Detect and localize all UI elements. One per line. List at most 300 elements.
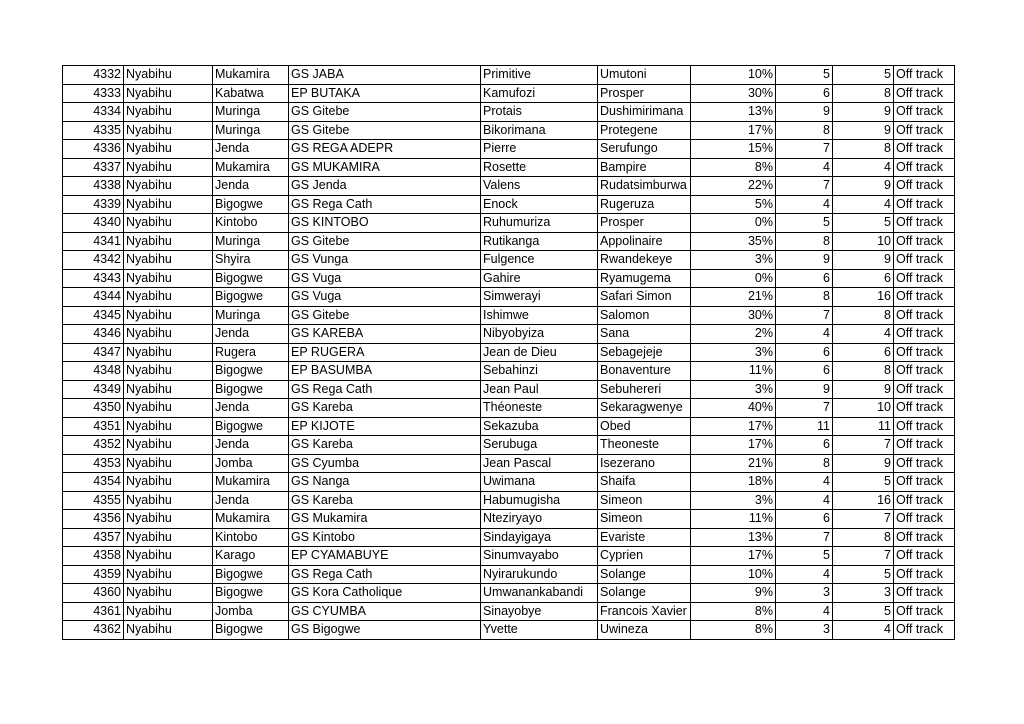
cell-district: Nyabihu bbox=[124, 269, 213, 288]
cell-last-name: Isezerano bbox=[598, 454, 691, 473]
cell-id: 4340 bbox=[63, 214, 124, 233]
cell-sector: Muringa bbox=[213, 121, 289, 140]
cell-percent: 3% bbox=[691, 343, 776, 362]
cell-status: Off track bbox=[894, 436, 955, 455]
table-row bbox=[63, 510, 955, 529]
table-row bbox=[63, 454, 955, 473]
cell-count-b: 10 bbox=[833, 232, 894, 251]
cell-sector: Jenda bbox=[213, 177, 289, 196]
table-row bbox=[63, 66, 955, 85]
cell-last-name: Sebuhereri bbox=[598, 380, 691, 399]
cell-sector: Jenda bbox=[213, 436, 289, 455]
cell-percent: 10% bbox=[691, 565, 776, 584]
cell-count-b: 16 bbox=[833, 491, 894, 510]
cell-percent: 8% bbox=[691, 621, 776, 640]
cell-first-name: Jean Paul bbox=[481, 380, 598, 399]
cell-id: 4353 bbox=[63, 454, 124, 473]
cell-id: 4343 bbox=[63, 269, 124, 288]
cell-count-a: 6 bbox=[776, 362, 833, 381]
table-row bbox=[63, 195, 955, 214]
cell-sector: Bigogwe bbox=[213, 380, 289, 399]
cell-percent: 17% bbox=[691, 417, 776, 436]
cell-id: 4352 bbox=[63, 436, 124, 455]
cell-sector: Kintobo bbox=[213, 214, 289, 233]
cell-school: GS Gitebe bbox=[289, 232, 481, 251]
cell-percent: 35% bbox=[691, 232, 776, 251]
cell-percent: 18% bbox=[691, 473, 776, 492]
cell-id: 4361 bbox=[63, 602, 124, 621]
cell-id: 4348 bbox=[63, 362, 124, 381]
cell-sector: Karago bbox=[213, 547, 289, 566]
cell-district: Nyabihu bbox=[124, 232, 213, 251]
cell-status: Off track bbox=[894, 214, 955, 233]
cell-count-b: 4 bbox=[833, 195, 894, 214]
cell-status: Off track bbox=[894, 66, 955, 85]
cell-first-name: Nyirarukundo bbox=[481, 565, 598, 584]
cell-last-name: Rudatsimburwa bbox=[598, 177, 691, 196]
cell-count-a: 6 bbox=[776, 436, 833, 455]
cell-last-name: Rwandekeye bbox=[598, 251, 691, 270]
cell-percent: 11% bbox=[691, 510, 776, 529]
cell-id: 4344 bbox=[63, 288, 124, 307]
table-row bbox=[63, 251, 955, 270]
table-row bbox=[63, 565, 955, 584]
cell-count-a: 8 bbox=[776, 288, 833, 307]
cell-sector: Bigogwe bbox=[213, 417, 289, 436]
table-row bbox=[63, 380, 955, 399]
cell-count-a: 7 bbox=[776, 140, 833, 159]
cell-status: Off track bbox=[894, 621, 955, 640]
cell-last-name: Sebagejeje bbox=[598, 343, 691, 362]
cell-first-name: Fulgence bbox=[481, 251, 598, 270]
cell-sector: Muringa bbox=[213, 103, 289, 122]
cell-school: GS Rega Cath bbox=[289, 195, 481, 214]
cell-id: 4347 bbox=[63, 343, 124, 362]
table-row bbox=[63, 343, 955, 362]
cell-sector: Jenda bbox=[213, 399, 289, 418]
cell-percent: 2% bbox=[691, 325, 776, 344]
cell-sector: Bigogwe bbox=[213, 362, 289, 381]
cell-count-b: 7 bbox=[833, 436, 894, 455]
cell-school: GS Vuga bbox=[289, 269, 481, 288]
cell-school: GS KINTOBO bbox=[289, 214, 481, 233]
cell-count-b: 6 bbox=[833, 343, 894, 362]
cell-sector: Muringa bbox=[213, 232, 289, 251]
cell-district: Nyabihu bbox=[124, 584, 213, 603]
cell-status: Off track bbox=[894, 195, 955, 214]
cell-count-b: 8 bbox=[833, 362, 894, 381]
cell-count-a: 7 bbox=[776, 399, 833, 418]
cell-district: Nyabihu bbox=[124, 528, 213, 547]
cell-status: Off track bbox=[894, 288, 955, 307]
cell-count-b: 8 bbox=[833, 306, 894, 325]
cell-percent: 21% bbox=[691, 288, 776, 307]
cell-count-a: 4 bbox=[776, 158, 833, 177]
cell-count-b: 7 bbox=[833, 510, 894, 529]
cell-count-a: 8 bbox=[776, 232, 833, 251]
table-row bbox=[63, 325, 955, 344]
cell-school: GS Nanga bbox=[289, 473, 481, 492]
cell-sector: Rugera bbox=[213, 343, 289, 362]
cell-school: GS Jenda bbox=[289, 177, 481, 196]
cell-id: 4358 bbox=[63, 547, 124, 566]
cell-last-name: Simeon bbox=[598, 491, 691, 510]
cell-district: Nyabihu bbox=[124, 103, 213, 122]
cell-sector: Mukamira bbox=[213, 510, 289, 529]
cell-id: 4346 bbox=[63, 325, 124, 344]
cell-id: 4341 bbox=[63, 232, 124, 251]
cell-status: Off track bbox=[894, 158, 955, 177]
cell-count-b: 4 bbox=[833, 621, 894, 640]
cell-id: 4335 bbox=[63, 121, 124, 140]
cell-first-name: Ruhumuriza bbox=[481, 214, 598, 233]
cell-last-name: Prosper bbox=[598, 84, 691, 103]
cell-last-name: Rugeruza bbox=[598, 195, 691, 214]
cell-status: Off track bbox=[894, 177, 955, 196]
cell-last-name: Simeon bbox=[598, 510, 691, 529]
cell-sector: Bigogwe bbox=[213, 269, 289, 288]
cell-school: GS Rega Cath bbox=[289, 380, 481, 399]
cell-first-name: Théoneste bbox=[481, 399, 598, 418]
cell-percent: 3% bbox=[691, 380, 776, 399]
cell-id: 4356 bbox=[63, 510, 124, 529]
cell-status: Off track bbox=[894, 140, 955, 159]
cell-count-b: 8 bbox=[833, 528, 894, 547]
cell-district: Nyabihu bbox=[124, 362, 213, 381]
cell-percent: 17% bbox=[691, 121, 776, 140]
cell-status: Off track bbox=[894, 121, 955, 140]
cell-count-b: 7 bbox=[833, 547, 894, 566]
cell-school: GS Vunga bbox=[289, 251, 481, 270]
cell-status: Off track bbox=[894, 399, 955, 418]
table-row bbox=[63, 602, 955, 621]
cell-id: 4360 bbox=[63, 584, 124, 603]
cell-school: EP RUGERA bbox=[289, 343, 481, 362]
cell-id: 4342 bbox=[63, 251, 124, 270]
cell-school: GS REGA ADEPR bbox=[289, 140, 481, 159]
cell-percent: 5% bbox=[691, 195, 776, 214]
cell-school: GS CYUMBA bbox=[289, 602, 481, 621]
cell-percent: 9% bbox=[691, 584, 776, 603]
cell-school: GS Kora Catholique bbox=[289, 584, 481, 603]
cell-district: Nyabihu bbox=[124, 565, 213, 584]
cell-last-name: Sana bbox=[598, 325, 691, 344]
cell-percent: 13% bbox=[691, 528, 776, 547]
cell-last-name: Theoneste bbox=[598, 436, 691, 455]
cell-count-a: 6 bbox=[776, 343, 833, 362]
cell-status: Off track bbox=[894, 269, 955, 288]
cell-status: Off track bbox=[894, 362, 955, 381]
cell-percent: 17% bbox=[691, 436, 776, 455]
cell-school: EP KIJOTE bbox=[289, 417, 481, 436]
cell-district: Nyabihu bbox=[124, 417, 213, 436]
cell-sector: Kintobo bbox=[213, 528, 289, 547]
table-row bbox=[63, 473, 955, 492]
cell-id: 4339 bbox=[63, 195, 124, 214]
cell-school: GS Cyumba bbox=[289, 454, 481, 473]
cell-district: Nyabihu bbox=[124, 621, 213, 640]
cell-sector: Jenda bbox=[213, 140, 289, 159]
cell-count-b: 9 bbox=[833, 251, 894, 270]
cell-percent: 30% bbox=[691, 84, 776, 103]
cell-count-a: 7 bbox=[776, 306, 833, 325]
cell-percent: 22% bbox=[691, 177, 776, 196]
table-row bbox=[63, 417, 955, 436]
cell-sector: Mukamira bbox=[213, 158, 289, 177]
cell-count-b: 8 bbox=[833, 140, 894, 159]
cell-district: Nyabihu bbox=[124, 195, 213, 214]
cell-count-a: 11 bbox=[776, 417, 833, 436]
table-row bbox=[63, 306, 955, 325]
table-row bbox=[63, 491, 955, 510]
table-row bbox=[63, 436, 955, 455]
cell-first-name: Nibyobyiza bbox=[481, 325, 598, 344]
cell-first-name: Sindayigaya bbox=[481, 528, 598, 547]
cell-district: Nyabihu bbox=[124, 399, 213, 418]
cell-district: Nyabihu bbox=[124, 84, 213, 103]
cell-count-a: 3 bbox=[776, 621, 833, 640]
cell-school: GS Kintobo bbox=[289, 528, 481, 547]
cell-first-name: Sinayobye bbox=[481, 602, 598, 621]
cell-district: Nyabihu bbox=[124, 66, 213, 85]
cell-percent: 10% bbox=[691, 66, 776, 85]
cell-school: GS MUKAMIRA bbox=[289, 158, 481, 177]
cell-district: Nyabihu bbox=[124, 473, 213, 492]
cell-count-b: 9 bbox=[833, 177, 894, 196]
cell-district: Nyabihu bbox=[124, 177, 213, 196]
cell-first-name: Jean de Dieu bbox=[481, 343, 598, 362]
table-row bbox=[63, 399, 955, 418]
cell-first-name: Habumugisha bbox=[481, 491, 598, 510]
cell-last-name: Prosper bbox=[598, 214, 691, 233]
cell-id: 4354 bbox=[63, 473, 124, 492]
cell-district: Nyabihu bbox=[124, 288, 213, 307]
cell-district: Nyabihu bbox=[124, 140, 213, 159]
cell-school: EP BUTAKA bbox=[289, 84, 481, 103]
cell-id: 4357 bbox=[63, 528, 124, 547]
cell-count-a: 9 bbox=[776, 103, 833, 122]
table-row bbox=[63, 584, 955, 603]
cell-school: GS Vuga bbox=[289, 288, 481, 307]
cell-last-name: Sekaragwenye bbox=[598, 399, 691, 418]
cell-last-name: Shaifa bbox=[598, 473, 691, 492]
cell-school: GS Gitebe bbox=[289, 306, 481, 325]
cell-count-a: 7 bbox=[776, 177, 833, 196]
cell-percent: 40% bbox=[691, 399, 776, 418]
cell-district: Nyabihu bbox=[124, 380, 213, 399]
cell-first-name: Kamufozi bbox=[481, 84, 598, 103]
cell-count-a: 6 bbox=[776, 84, 833, 103]
cell-status: Off track bbox=[894, 473, 955, 492]
cell-percent: 17% bbox=[691, 547, 776, 566]
cell-first-name: Simwerayi bbox=[481, 288, 598, 307]
cell-count-a: 4 bbox=[776, 602, 833, 621]
table-row bbox=[63, 103, 955, 122]
cell-district: Nyabihu bbox=[124, 510, 213, 529]
table-row bbox=[63, 269, 955, 288]
cell-status: Off track bbox=[894, 528, 955, 547]
cell-last-name: Obed bbox=[598, 417, 691, 436]
cell-percent: 11% bbox=[691, 362, 776, 381]
cell-count-a: 4 bbox=[776, 325, 833, 344]
cell-id: 4359 bbox=[63, 565, 124, 584]
cell-id: 4362 bbox=[63, 621, 124, 640]
cell-count-a: 4 bbox=[776, 565, 833, 584]
cell-status: Off track bbox=[894, 510, 955, 529]
cell-school: EP BASUMBA bbox=[289, 362, 481, 381]
cell-district: Nyabihu bbox=[124, 491, 213, 510]
cell-count-a: 4 bbox=[776, 491, 833, 510]
cell-school: GS JABA bbox=[289, 66, 481, 85]
cell-count-b: 6 bbox=[833, 269, 894, 288]
cell-percent: 21% bbox=[691, 454, 776, 473]
cell-sector: Bigogwe bbox=[213, 195, 289, 214]
cell-count-a: 5 bbox=[776, 214, 833, 233]
table-row bbox=[63, 140, 955, 159]
cell-percent: 3% bbox=[691, 491, 776, 510]
cell-last-name: Umutoni bbox=[598, 66, 691, 85]
cell-sector: Jenda bbox=[213, 325, 289, 344]
cell-first-name: Protais bbox=[481, 103, 598, 122]
cell-last-name: Ryamugema bbox=[598, 269, 691, 288]
cell-first-name: Ishimwe bbox=[481, 306, 598, 325]
cell-district: Nyabihu bbox=[124, 343, 213, 362]
cell-sector: Kabatwa bbox=[213, 84, 289, 103]
cell-count-b: 9 bbox=[833, 380, 894, 399]
cell-sector: Muringa bbox=[213, 306, 289, 325]
cell-last-name: Protegene bbox=[598, 121, 691, 140]
table-row bbox=[63, 528, 955, 547]
cell-id: 4351 bbox=[63, 417, 124, 436]
cell-status: Off track bbox=[894, 380, 955, 399]
cell-district: Nyabihu bbox=[124, 121, 213, 140]
cell-status: Off track bbox=[894, 547, 955, 566]
cell-school: GS Rega Cath bbox=[289, 565, 481, 584]
cell-school: GS Gitebe bbox=[289, 103, 481, 122]
cell-first-name: Yvette bbox=[481, 621, 598, 640]
table-body bbox=[63, 66, 955, 640]
cell-district: Nyabihu bbox=[124, 158, 213, 177]
cell-first-name: Uwimana bbox=[481, 473, 598, 492]
cell-count-a: 8 bbox=[776, 454, 833, 473]
cell-status: Off track bbox=[894, 454, 955, 473]
cell-sector: Bigogwe bbox=[213, 565, 289, 584]
cell-last-name: Cyprien bbox=[598, 547, 691, 566]
cell-count-a: 6 bbox=[776, 269, 833, 288]
cell-count-a: 3 bbox=[776, 584, 833, 603]
cell-last-name: Salomon bbox=[598, 306, 691, 325]
cell-count-b: 9 bbox=[833, 121, 894, 140]
cell-id: 4332 bbox=[63, 66, 124, 85]
cell-status: Off track bbox=[894, 306, 955, 325]
cell-first-name: Primitive bbox=[481, 66, 598, 85]
cell-school: GS KAREBA bbox=[289, 325, 481, 344]
cell-sector: Shyira bbox=[213, 251, 289, 270]
table-row bbox=[63, 232, 955, 251]
cell-status: Off track bbox=[894, 343, 955, 362]
cell-percent: 30% bbox=[691, 306, 776, 325]
cell-percent: 8% bbox=[691, 158, 776, 177]
table-row bbox=[63, 547, 955, 566]
cell-count-b: 10 bbox=[833, 399, 894, 418]
cell-count-a: 5 bbox=[776, 66, 833, 85]
cell-sector: Jenda bbox=[213, 491, 289, 510]
cell-first-name: Rutikanga bbox=[481, 232, 598, 251]
cell-first-name: Pierre bbox=[481, 140, 598, 159]
cell-last-name: Dushimirimana bbox=[598, 103, 691, 122]
cell-count-a: 6 bbox=[776, 510, 833, 529]
cell-school: GS Kareba bbox=[289, 436, 481, 455]
cell-count-b: 4 bbox=[833, 325, 894, 344]
table-row bbox=[63, 288, 955, 307]
cell-school: GS Bigogwe bbox=[289, 621, 481, 640]
cell-status: Off track bbox=[894, 251, 955, 270]
cell-count-a: 9 bbox=[776, 251, 833, 270]
cell-first-name: Sinumvayabo bbox=[481, 547, 598, 566]
table-row bbox=[63, 214, 955, 233]
cell-percent: 8% bbox=[691, 602, 776, 621]
cell-first-name: Umwanankabandi bbox=[481, 584, 598, 603]
cell-first-name: Serubuga bbox=[481, 436, 598, 455]
cell-last-name: Evariste bbox=[598, 528, 691, 547]
cell-id: 4355 bbox=[63, 491, 124, 510]
cell-percent: 0% bbox=[691, 214, 776, 233]
cell-status: Off track bbox=[894, 565, 955, 584]
cell-last-name: Solange bbox=[598, 584, 691, 603]
cell-first-name: Sebahinzi bbox=[481, 362, 598, 381]
cell-count-b: 3 bbox=[833, 584, 894, 603]
cell-id: 4338 bbox=[63, 177, 124, 196]
cell-district: Nyabihu bbox=[124, 306, 213, 325]
cell-count-a: 5 bbox=[776, 547, 833, 566]
cell-last-name: Safari Simon bbox=[598, 288, 691, 307]
cell-last-name: Appolinaire bbox=[598, 232, 691, 251]
cell-sector: Bigogwe bbox=[213, 288, 289, 307]
cell-count-b: 5 bbox=[833, 473, 894, 492]
cell-id: 4350 bbox=[63, 399, 124, 418]
cell-count-b: 11 bbox=[833, 417, 894, 436]
data-table bbox=[62, 65, 955, 640]
cell-district: Nyabihu bbox=[124, 547, 213, 566]
cell-sector: Mukamira bbox=[213, 66, 289, 85]
cell-last-name: Bampire bbox=[598, 158, 691, 177]
cell-first-name: Gahire bbox=[481, 269, 598, 288]
table-row bbox=[63, 177, 955, 196]
cell-count-a: 4 bbox=[776, 473, 833, 492]
cell-last-name: Francois Xavier bbox=[598, 602, 691, 621]
cell-first-name: Jean Pascal bbox=[481, 454, 598, 473]
table-row bbox=[63, 621, 955, 640]
cell-id: 4337 bbox=[63, 158, 124, 177]
cell-count-a: 7 bbox=[776, 528, 833, 547]
table-row bbox=[63, 84, 955, 103]
cell-count-a: 8 bbox=[776, 121, 833, 140]
cell-id: 4334 bbox=[63, 103, 124, 122]
table-row bbox=[63, 158, 955, 177]
cell-count-a: 9 bbox=[776, 380, 833, 399]
cell-count-b: 4 bbox=[833, 158, 894, 177]
cell-first-name: Sekazuba bbox=[481, 417, 598, 436]
cell-count-b: 5 bbox=[833, 66, 894, 85]
cell-percent: 0% bbox=[691, 269, 776, 288]
cell-last-name: Solange bbox=[598, 565, 691, 584]
cell-count-b: 5 bbox=[833, 565, 894, 584]
cell-first-name: Nteziryayo bbox=[481, 510, 598, 529]
cell-first-name: Rosette bbox=[481, 158, 598, 177]
cell-count-b: 5 bbox=[833, 214, 894, 233]
cell-count-b: 5 bbox=[833, 602, 894, 621]
cell-district: Nyabihu bbox=[124, 454, 213, 473]
